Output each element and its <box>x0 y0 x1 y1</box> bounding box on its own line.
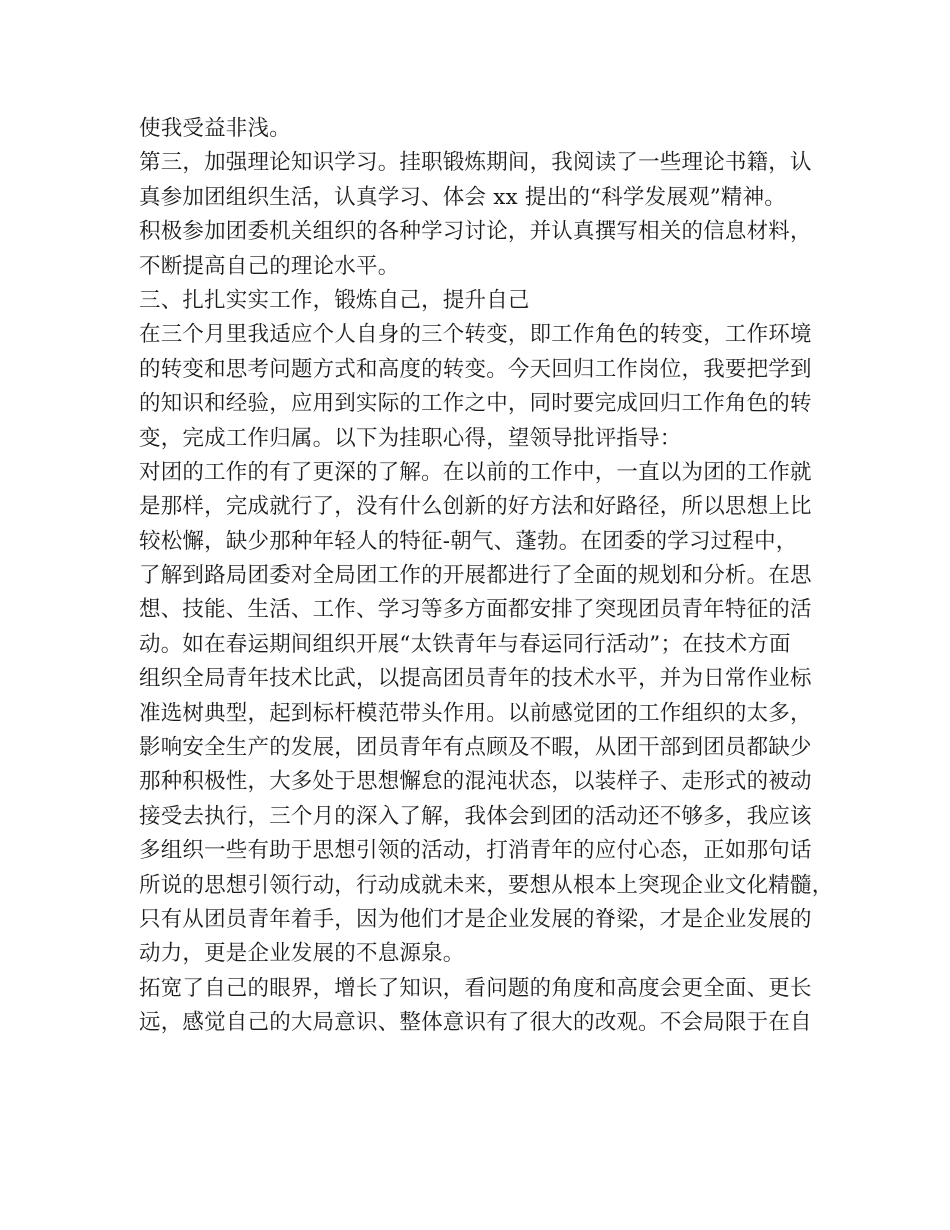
text-line: 动。如在春运期间组织开展“太铁青年与春运同行活动”；在技术方面 <box>139 631 791 657</box>
text-line: 只有从团员青年着手，因为他们才是企业发展的脊梁，才是企业发展的 <box>139 906 812 932</box>
text-line: 在三个月里我适应个人自身的三个转变，即工作角色的转变，工作环境 <box>139 322 812 348</box>
text-line: 了解到路局团委对全局团工作的开展都进行了全面的规划和分析。在思 <box>139 563 812 589</box>
text-line: 较松懈，缺少那种年轻人的特征-朝气、蓬勃。在团委的学习过程中， <box>139 528 798 554</box>
text-line: 准选树典型，起到标杆模范带头作用。以前感觉团的工作组织的太多， <box>139 700 812 726</box>
text-line: 影响安全生产的发展，团员青年有点顾及不暇，从团干部到团员都缺少 <box>139 735 812 761</box>
text-line: 对团的工作的有了更深的了解。在以前的工作中，一直以为团的工作就 <box>139 459 812 485</box>
text-line: 接受去执行，三个月的深入了解，我体会到团的活动还不够多，我应该 <box>139 803 812 829</box>
text-line: 拓宽了自己的眼界，增长了知识，看问题的角度和高度会更全面、更长 <box>139 975 812 1001</box>
text-line: 想、技能、生活、工作、学习等多方面都安排了突现团员青年特征的活 <box>139 597 812 623</box>
text-line: 变，完成工作归属。以下为挂职心得，望领导批评指导： <box>139 425 682 451</box>
text-line: 是那样，完成就行了，没有什么创新的好方法和好路径，所以思想上比 <box>139 494 812 520</box>
text-line: 动力，更是企业发展的不息源泉。 <box>139 941 465 967</box>
text-line: 第三，加强理论知识学习。挂职锻炼期间，我阅读了一些理论书籍，认 <box>139 150 812 176</box>
body-text <box>139 112 834 1041</box>
text-line: 积极参加团委机关组织的各种学习讨论，并认真撰写相关的信息材料， <box>139 219 812 245</box>
text-line: 组织全局青年技术比武，以提高团员青年的技术水平，并为日常作业标 <box>139 666 812 692</box>
text-line: 远，感觉自己的大局意识、整体意识有了很大的改观。不会局限于在自 <box>139 1010 812 1036</box>
text-line: 那种积极性，大多处于思想懈怠的混沌状态，以装样子、走形式的被动 <box>139 769 812 795</box>
text-line: 多组织一些有助于思想引领的活动，打消青年的应付心态，正如那句话 <box>139 838 812 864</box>
text-line: 所说的思想引领行动，行动成就未来，要想从根本上突现企业文化精髓， <box>139 872 834 898</box>
section-heading: 三、扎扎实实工作，锻炼自己，提升自己 <box>139 287 530 313</box>
text-line: 的转变和思考问题方式和高度的转变。今天回归工作岗位，我要把学到 <box>139 356 812 382</box>
text-line: 使我受益非浅。 <box>139 116 291 141</box>
text-line: 不断提高自己的理论水平。 <box>139 253 400 279</box>
text-line: 的知识和经验，应用到实际的工作之中，同时要完成回归工作角色的转 <box>139 391 812 417</box>
text-line: 真参加团组织生活，认真学习、体会 xx 提出的“科学发展观”精神。 <box>139 184 787 210</box>
